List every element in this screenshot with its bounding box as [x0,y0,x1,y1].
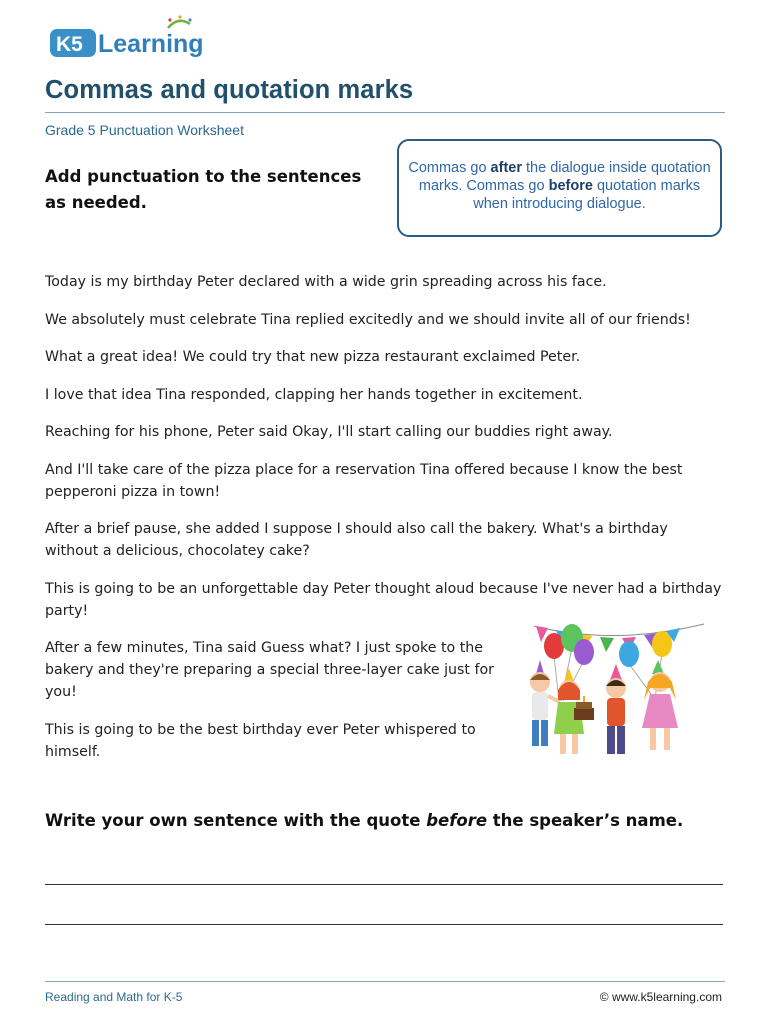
sentence-3[interactable]: What a great idea! We could try that new pizza restaurant exclaimed Peter. [45,349,581,365]
footer-website[interactable]: © www.k5learning.com [599,990,722,1004]
title-divider [45,112,725,113]
footer-divider [45,981,725,982]
tip-bold-after: after [490,160,522,176]
sentence-10[interactable]: This is going to be the best birthday ever Peter whispered to himself. [45,721,476,760]
svg-text:Learning: Learning [98,30,204,58]
prompt-text-2: the speaker’s name. [487,811,684,830]
prompt-text-1: Write your own sentence with the quote [45,811,427,830]
sentence-2[interactable]: We absolutely must celebrate Tina replied excitedly and we should invite all of our friends! [45,311,691,328]
writing-prompt [45,811,683,830]
tip-text-2: the dialogue inside quotation marks. Commas go [418,160,711,194]
sentence-1[interactable]: Today is my birthday Peter declared with a wide grin spreading across his face. [45,274,607,290]
sentence-9[interactable]: After a few minutes, Tina said Guess what? I just spoke to the bakery and they're preparing a special three-layer cake just for you! [45,640,494,700]
sentence-7[interactable]: After a brief pause, she added I suppose I should also call the bakery. What's a birthday without a delicious, chocolatey cake? [45,521,668,559]
svg-text:K5: K5 [56,33,83,56]
prompt-emphasis: before [426,811,488,830]
footer-tagline: Reading and Math for K-5 [45,990,183,1004]
page-title: Commas and quotation marks [45,76,414,104]
tip-box [397,139,722,237]
party-illustration [514,616,720,776]
page-subtitle: Grade 5 Punctuation Worksheet [45,122,244,138]
sentence-4[interactable]: I love that idea Tina responded, clapping her hands together in excitement. [45,386,583,403]
answer-line-2[interactable] [45,924,723,925]
tip-text-1: Commas go [408,160,491,176]
answer-line-1[interactable] [45,884,723,885]
sentence-6[interactable]: And I'll take care of the pizza place for a reservation Tina offered because I know the best pepperoni pizza in town! [45,461,683,500]
sentence-8[interactable]: This is going to be an unforgettable day Peter thought aloud because I've never had a birthday party! [45,580,722,619]
instruction-text: Add punctuation to the sentences as needed. [45,167,362,212]
tip-bold-before: before [548,178,593,194]
sentence-5[interactable]: Reaching for his phone, Peter said Okay, I'll start calling our buddies right away. [45,424,613,440]
k5-learning-logo [48,14,218,62]
tip-text-3: quotation marks when introducing dialogue. [473,178,701,212]
